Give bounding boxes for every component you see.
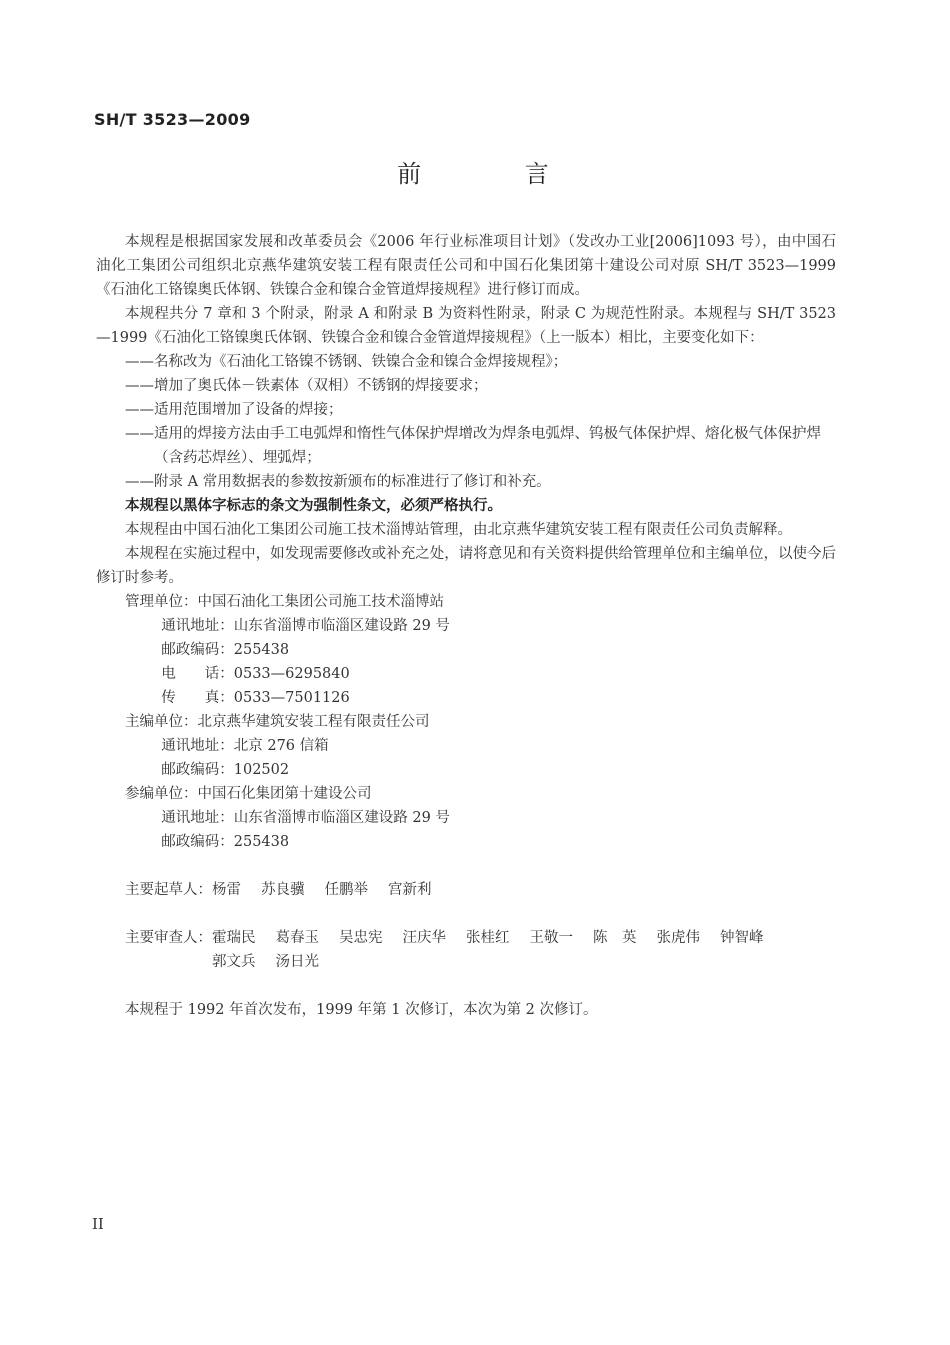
change-item: ——增加了奥氏体－铁素体（双相）不锈钢的焊接要求；	[125, 378, 488, 394]
reviewer-name: 汪庆华	[402, 930, 446, 946]
reviewer-name: 郭文兵	[212, 954, 256, 970]
drafter-name: 杨雷	[212, 882, 241, 898]
management-fax: 传 真：0533—7501126	[161, 690, 350, 706]
page-title: 前 言	[397, 160, 597, 188]
mandatory-statement: 本规程以黑体字标志的条文为强制性条文，必须严格执行。	[125, 498, 502, 514]
change-item: ——适用的焊接方法由手工电弧焊和惰性气体保护焊增改为焊条电弧焊、钨极气体保护焊、熔化极气体保护焊（含药芯焊丝）、埋弧焊；	[125, 426, 821, 466]
drafter-name: 宫新利	[388, 882, 432, 898]
reviewer-name: 汤日光	[275, 954, 319, 970]
paragraph-management: 本规程由中国石油化工集团公司施工技术淄博站管理，由北京燕华建筑安装工程有限责任公司负责解释。	[125, 522, 792, 538]
drafter-name: 任鹏举	[324, 882, 368, 898]
reviewer-name: 葛春玉	[275, 930, 319, 946]
management-phone: 电 话：0533—6295840	[161, 666, 350, 682]
change-item: ——适用范围增加了设备的焊接；	[125, 402, 343, 418]
drafter-name: 苏良骥	[261, 882, 305, 898]
reviewer-name: 陈 英	[593, 930, 637, 946]
reviewer-name: 霍瑞民	[212, 930, 256, 946]
reviewer-name: 张桂红	[466, 930, 510, 946]
revision-history: 本规程于 1992 年首次发布，1999 年第 1 次修订，本次为第 2 次修订。	[125, 1002, 598, 1018]
co-editor-postcode: 邮政编码：255438	[161, 834, 290, 850]
reviewer-name: 钟智峰	[720, 930, 764, 946]
change-item: ——附录 A 常用数据表的参数按新颁布的标准进行了修订和补充。	[125, 474, 551, 490]
reviewers-row	[96, 926, 836, 974]
reviewers-names	[212, 926, 812, 974]
co-editor-unit: 参编单位：中国石化集团第十建设公司	[125, 786, 372, 802]
management-unit: 管理单位：中国石油化工集团公司施工技术淄博站	[125, 594, 444, 610]
reviewer-name: 张虎伟	[656, 930, 700, 946]
management-postcode: 邮政编码：255438	[161, 642, 290, 658]
preface-body	[96, 230, 836, 1022]
reviewer-name: 吴忠宪	[339, 930, 383, 946]
paragraph-feedback: 本规程在实施过程中，如发现需要修改或补充之处，请将意见和有关资料提供给管理单位和主编单位，以使今后修订时参考。	[96, 546, 836, 586]
paragraph-structure: 本规程共分 7 章和 3 个附录，附录 A 和附录 B 为资料性附录，附录 C 为规范性附录。本规程与 SH/T 3523—1999《石油化工铬镍奥氏体钢、铁镍合金和镍合金管道焊接规程》（上一版本）相比，主要变化如下：	[96, 306, 836, 346]
chief-editor-postcode: 邮政编码：102502	[161, 762, 290, 778]
paragraph-basis: 本规程是根据国家发展和改革委员会《2006 年行业标准项目计划》（发改办工业[2006]1093 号），由中国石油化工集团公司组织北京燕华建筑安装工程有限责任公司和中国石化集团第十建设公司对原 SH/T 3523—1999《石油化工铬镍奥氏体钢、铁镍合金和镍合金管道焊接规程》进行修订而成。	[96, 234, 836, 298]
document-code: SH/T 3523—2009	[94, 110, 251, 129]
reviewers-label: 主要审查人：	[125, 930, 212, 946]
management-address: 通讯地址：山东省淄博市临淄区建设路 29 号	[161, 618, 450, 634]
change-item: ——名称改为《石油化工铬镍不锈钢、铁镍合金和镍合金焊接规程》；	[125, 354, 568, 370]
drafters-row	[96, 878, 836, 902]
co-editor-address: 通讯地址：山东省淄博市临淄区建设路 29 号	[161, 810, 450, 826]
chief-editor-unit: 主编单位：北京燕华建筑安装工程有限责任公司	[125, 714, 430, 730]
page-number: II	[92, 1215, 104, 1233]
chief-editor-address: 通讯地址：北京 276 信箱	[161, 738, 329, 754]
drafters-names	[212, 878, 812, 902]
reviewer-name: 王敬一	[529, 930, 573, 946]
drafters-label: 主要起草人：	[125, 882, 212, 898]
